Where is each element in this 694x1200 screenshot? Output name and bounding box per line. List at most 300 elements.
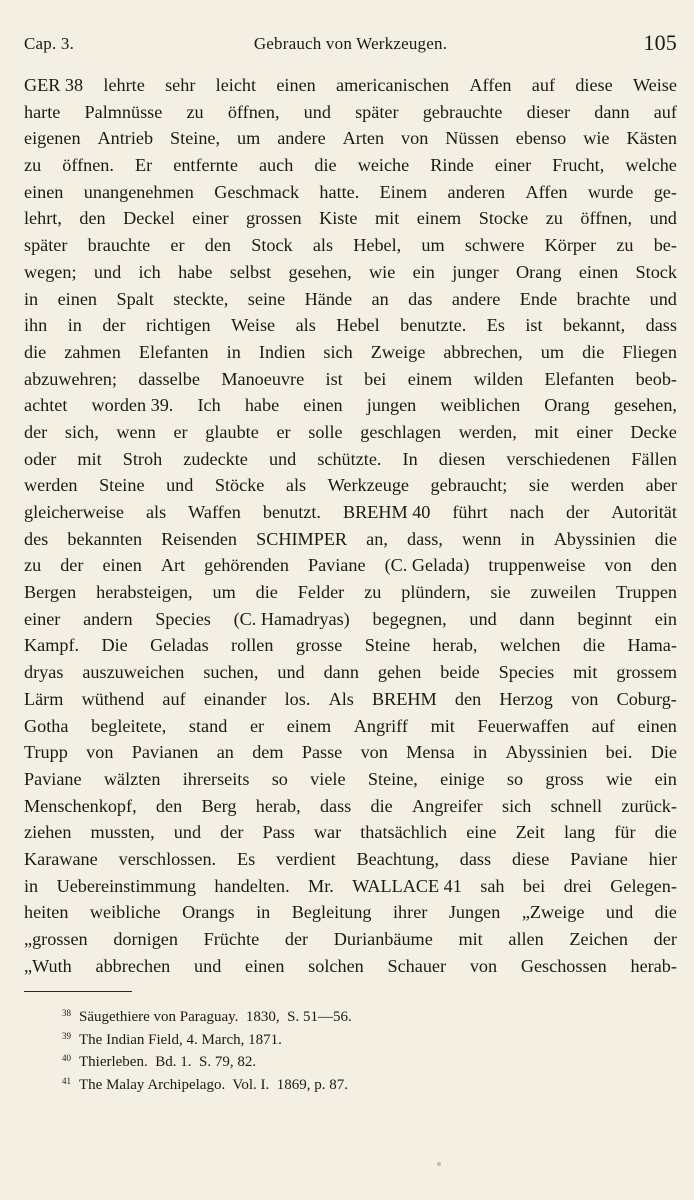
word: Passe bbox=[301, 742, 343, 763]
word: ein bbox=[412, 261, 435, 282]
word: lehrt, bbox=[24, 208, 62, 229]
word: lehrte bbox=[103, 75, 145, 95]
word: um bbox=[212, 582, 236, 603]
word: in bbox=[226, 341, 241, 362]
word: Steine, bbox=[367, 768, 418, 789]
footnote-text: Säugethiere von Paraguay. 1830, S. 51—56. bbox=[79, 1009, 352, 1026]
word: herab, bbox=[432, 635, 478, 656]
word: ge- bbox=[653, 181, 677, 202]
word: anderen bbox=[447, 181, 506, 202]
word: Kampf. bbox=[24, 635, 80, 656]
word: Abyssinien bbox=[505, 742, 588, 763]
word: die bbox=[654, 822, 677, 843]
word: bei bbox=[364, 368, 387, 389]
word: entfernte bbox=[173, 155, 238, 176]
word: (C. Hamadryas) bbox=[233, 608, 350, 629]
word: die bbox=[582, 635, 606, 656]
word: wenn bbox=[116, 421, 156, 442]
word: zuweilen bbox=[530, 582, 597, 603]
word: er bbox=[170, 235, 185, 256]
word: einer bbox=[24, 608, 61, 629]
word: und bbox=[277, 662, 305, 683]
word: die bbox=[654, 902, 677, 923]
word: auf bbox=[531, 75, 556, 95]
word: Kiste bbox=[319, 208, 358, 229]
word: um bbox=[237, 128, 261, 149]
word: gebrauchte bbox=[422, 101, 503, 122]
word: Nüssen bbox=[445, 128, 499, 149]
word: an bbox=[371, 288, 389, 309]
word: Zeichen bbox=[569, 929, 628, 949]
word: war bbox=[313, 822, 342, 843]
word: der bbox=[60, 555, 84, 576]
word: thatsächlich bbox=[360, 822, 448, 843]
word: truppenweise bbox=[488, 555, 586, 576]
word: sehr bbox=[165, 75, 196, 95]
word: sie bbox=[490, 582, 511, 603]
text-line bbox=[24, 552, 677, 579]
word: einer bbox=[576, 421, 613, 442]
word: WALLACE 41 bbox=[352, 875, 462, 896]
word: hier bbox=[648, 848, 677, 869]
word: gehen bbox=[377, 662, 422, 683]
word: zu bbox=[545, 208, 563, 229]
word: aber bbox=[645, 475, 677, 496]
word: grossen bbox=[246, 208, 302, 229]
word: ein bbox=[654, 608, 677, 629]
word: bei. bbox=[605, 742, 633, 763]
word: Beachtung, bbox=[356, 848, 439, 869]
word: Arten bbox=[342, 128, 385, 149]
footnote bbox=[62, 1002, 677, 1025]
word: Als bbox=[328, 688, 354, 709]
word: einem bbox=[416, 208, 462, 229]
word: einander bbox=[203, 688, 267, 709]
word: abbrechen bbox=[95, 955, 171, 976]
word: der bbox=[220, 822, 244, 843]
word: Jungen bbox=[448, 902, 501, 923]
word: er bbox=[173, 421, 188, 442]
running-header bbox=[24, 30, 677, 64]
word: Stroh bbox=[122, 448, 163, 469]
page-number: 105 bbox=[643, 30, 677, 55]
word: den bbox=[204, 235, 232, 256]
word: wie bbox=[583, 128, 610, 149]
word: herabsteigen, bbox=[96, 582, 193, 603]
word: Werkzeuge bbox=[327, 475, 410, 496]
word: Pass bbox=[262, 822, 295, 843]
word: andere bbox=[277, 128, 326, 149]
word: bekannten bbox=[67, 528, 143, 549]
word: als bbox=[295, 315, 316, 336]
word: Deckel bbox=[123, 208, 175, 229]
word: worden 39. bbox=[91, 395, 174, 416]
text-line bbox=[24, 499, 677, 526]
text-line bbox=[24, 446, 677, 473]
text-line bbox=[24, 125, 677, 152]
word: Er bbox=[135, 155, 153, 176]
word: stand bbox=[188, 715, 228, 736]
word: Truppen bbox=[616, 582, 677, 603]
word: Stöcke bbox=[214, 475, 265, 496]
word: grosse bbox=[295, 635, 343, 656]
word: weiblichen bbox=[440, 395, 521, 416]
footnote-text: The Indian Field, 4. March, 1871. bbox=[79, 1031, 282, 1048]
word: zu bbox=[186, 101, 204, 122]
word: diese bbox=[575, 75, 613, 95]
word: öffnen, bbox=[580, 208, 633, 229]
word: zu bbox=[364, 582, 382, 603]
word: werden, bbox=[458, 421, 517, 442]
word: Spalt bbox=[116, 288, 154, 309]
word: dass, bbox=[407, 528, 443, 549]
word: Feuerwaffen bbox=[477, 715, 570, 736]
word: an bbox=[216, 742, 234, 763]
word: welche bbox=[625, 155, 677, 176]
word: solchen bbox=[308, 955, 364, 976]
word: grossem bbox=[616, 662, 677, 683]
word: oder bbox=[24, 448, 57, 469]
word: einige bbox=[440, 768, 485, 789]
text-line bbox=[24, 846, 677, 873]
word: jungen bbox=[366, 395, 417, 416]
footnote-marker: 39 bbox=[62, 1030, 71, 1041]
word: ist bbox=[325, 368, 343, 389]
word: GER 38 bbox=[24, 75, 84, 95]
word: habe bbox=[244, 395, 280, 416]
word: Antrieb bbox=[97, 128, 154, 149]
word: diesen bbox=[438, 448, 486, 469]
word: Mr. bbox=[308, 875, 334, 896]
word: zudeckte bbox=[183, 448, 248, 469]
word: der bbox=[102, 315, 126, 336]
word: dryas bbox=[24, 662, 64, 683]
word: Waffen bbox=[188, 502, 241, 522]
word: Rinde bbox=[430, 155, 474, 176]
word: die bbox=[582, 341, 605, 362]
word: Paviane bbox=[570, 848, 628, 869]
word: auch bbox=[258, 155, 294, 176]
word: Herzog bbox=[499, 688, 553, 709]
word: in bbox=[24, 288, 39, 309]
text-line bbox=[24, 766, 677, 793]
word: solle bbox=[308, 421, 343, 442]
text-line bbox=[24, 739, 677, 766]
word: sah bbox=[480, 875, 505, 896]
word: drei bbox=[563, 875, 592, 896]
word: dann bbox=[519, 608, 555, 629]
word: Weise bbox=[231, 315, 276, 336]
word: ziehen bbox=[24, 822, 72, 843]
word: und bbox=[303, 101, 331, 122]
word: so bbox=[271, 768, 288, 789]
word: und bbox=[194, 955, 222, 976]
word: den bbox=[454, 688, 482, 709]
word: werden bbox=[570, 475, 625, 496]
text-line bbox=[24, 366, 677, 393]
text-line bbox=[24, 953, 677, 980]
word: das bbox=[408, 288, 433, 309]
word: Orang bbox=[516, 261, 562, 282]
word: auf bbox=[591, 715, 615, 736]
word: achtet bbox=[24, 395, 68, 416]
word: wüthend bbox=[81, 688, 145, 709]
word: SCHIMPER bbox=[256, 528, 348, 549]
word: von bbox=[360, 742, 388, 763]
word: dass bbox=[645, 315, 677, 336]
word: von bbox=[571, 688, 599, 709]
word: Reisenden bbox=[161, 528, 237, 549]
word: dem bbox=[252, 742, 284, 763]
word: Menschenkopf, bbox=[24, 795, 137, 816]
word: harte bbox=[24, 101, 61, 122]
text-line bbox=[24, 926, 677, 953]
word: so bbox=[506, 768, 524, 789]
word: Coburg- bbox=[616, 688, 677, 709]
word: einen bbox=[303, 395, 343, 416]
word: und bbox=[649, 208, 677, 229]
word: in bbox=[472, 742, 488, 763]
word: Decke bbox=[630, 421, 677, 442]
word: ist bbox=[525, 315, 543, 336]
word: und bbox=[649, 288, 677, 309]
word: heiten bbox=[24, 902, 69, 923]
word: begegnen, bbox=[372, 608, 447, 629]
word: ebenso bbox=[515, 128, 567, 149]
word: später bbox=[24, 235, 68, 256]
word: Affen bbox=[469, 75, 512, 95]
word: er bbox=[249, 715, 265, 736]
word: hatte. bbox=[319, 181, 360, 202]
word: Durianbäume bbox=[333, 929, 433, 949]
word: Manoeuvre bbox=[221, 368, 305, 389]
word: einem bbox=[286, 715, 332, 736]
word: dornigen bbox=[113, 929, 178, 949]
word: öffnen, bbox=[227, 101, 280, 122]
footnote bbox=[62, 1047, 677, 1070]
text-line bbox=[24, 339, 677, 366]
word: in bbox=[520, 528, 535, 549]
word: verdient bbox=[276, 848, 336, 869]
word: Fällen bbox=[631, 448, 677, 469]
text-line bbox=[24, 686, 677, 713]
word: wilden bbox=[473, 368, 524, 389]
page-speck bbox=[437, 1162, 441, 1166]
word: zu bbox=[24, 155, 42, 176]
word: herab, bbox=[255, 795, 301, 816]
word: steckte, bbox=[173, 288, 229, 309]
word: Stock bbox=[251, 235, 293, 256]
word: unangenehmen bbox=[83, 181, 194, 202]
word: schwere bbox=[464, 235, 525, 256]
word: sich bbox=[323, 341, 353, 362]
word: Körper bbox=[544, 235, 597, 256]
word: dann bbox=[594, 101, 630, 122]
text-line bbox=[24, 259, 677, 286]
footnote-marker: 40 bbox=[62, 1053, 71, 1064]
word: Paviane bbox=[307, 555, 366, 576]
word: americanischen bbox=[336, 75, 450, 95]
word: weiche bbox=[357, 155, 410, 176]
word: Hebel bbox=[336, 315, 380, 336]
text-line bbox=[24, 899, 677, 926]
footnote-rule bbox=[24, 991, 132, 992]
word: den bbox=[79, 208, 106, 229]
word: auszuweichen bbox=[82, 662, 185, 683]
footnotes bbox=[24, 1002, 677, 1092]
word: andere bbox=[451, 288, 501, 309]
text-line bbox=[24, 205, 677, 232]
word: als bbox=[312, 235, 334, 256]
word: Steine bbox=[364, 635, 411, 656]
word: Steine, bbox=[170, 128, 221, 149]
word: Palmnüsse bbox=[84, 101, 163, 122]
word: als bbox=[285, 475, 307, 496]
word: von bbox=[604, 555, 632, 576]
word: in bbox=[256, 902, 271, 923]
word: Trupp bbox=[24, 742, 68, 763]
word: gesehen, bbox=[613, 395, 677, 416]
word: Geladas bbox=[150, 635, 209, 656]
text-line bbox=[24, 659, 677, 686]
word: be- bbox=[653, 235, 677, 256]
word: weibliche bbox=[89, 902, 161, 923]
word: einen bbox=[57, 288, 97, 309]
word: Kästen bbox=[626, 128, 677, 149]
word: beginnt bbox=[577, 608, 633, 629]
word: ich bbox=[138, 261, 161, 282]
word: Bergen bbox=[24, 582, 77, 603]
word: mit bbox=[77, 448, 102, 469]
word: ihrer bbox=[393, 902, 428, 923]
word: Weise bbox=[632, 75, 677, 95]
word: der bbox=[284, 929, 309, 949]
word: richtigen bbox=[146, 315, 211, 336]
word: Species bbox=[498, 662, 555, 683]
word: von bbox=[86, 742, 114, 763]
word: sie bbox=[528, 475, 550, 496]
word: mit bbox=[430, 715, 455, 736]
word: Pavianen bbox=[131, 742, 199, 763]
word: der bbox=[566, 502, 590, 522]
word: in bbox=[24, 875, 39, 896]
word: wurde bbox=[587, 181, 634, 202]
word: Stocke bbox=[478, 208, 529, 229]
word: dann bbox=[323, 662, 359, 683]
footnote-marker: 41 bbox=[62, 1075, 71, 1086]
word: die bbox=[654, 528, 677, 549]
text-line bbox=[24, 579, 677, 606]
word: wie bbox=[369, 261, 396, 282]
word: junger bbox=[452, 261, 499, 282]
word: Es bbox=[486, 315, 505, 336]
word: einer bbox=[494, 155, 532, 176]
word: zu bbox=[24, 555, 42, 576]
word: und bbox=[469, 608, 497, 629]
word: zu bbox=[616, 235, 634, 256]
word: Schauer bbox=[387, 955, 447, 976]
text-line bbox=[24, 793, 677, 820]
word: sich, bbox=[64, 421, 99, 442]
text-line bbox=[24, 819, 677, 846]
word: von bbox=[401, 128, 429, 149]
word: ein bbox=[654, 768, 677, 789]
word: Früchte bbox=[203, 929, 260, 949]
word: wenn bbox=[461, 528, 502, 549]
word: Zweige bbox=[370, 341, 426, 362]
text-line bbox=[24, 72, 677, 99]
word: den bbox=[650, 555, 677, 576]
word: mit bbox=[375, 208, 400, 229]
word: schnell bbox=[550, 795, 603, 816]
word: Lärm bbox=[24, 688, 64, 709]
word: ihn bbox=[24, 315, 48, 336]
book-page bbox=[24, 30, 677, 1093]
word: Elefanten bbox=[544, 368, 615, 389]
word: Steine bbox=[99, 475, 145, 496]
word: dieser bbox=[526, 101, 571, 122]
word: Felder bbox=[297, 582, 345, 603]
word: brauchte bbox=[87, 235, 151, 256]
word: sich bbox=[502, 795, 532, 816]
word: seine bbox=[247, 288, 286, 309]
word: Begleitung bbox=[291, 902, 372, 923]
word: Uebereinstimmung bbox=[56, 875, 196, 896]
word: um bbox=[540, 341, 564, 362]
word: des bbox=[24, 528, 49, 549]
word: Berg bbox=[201, 795, 237, 816]
word: die bbox=[24, 341, 47, 362]
text-line bbox=[24, 179, 677, 206]
word: einen bbox=[578, 261, 619, 282]
word: schützte. bbox=[317, 448, 382, 469]
word: Die bbox=[101, 635, 128, 656]
word: Einem bbox=[379, 181, 428, 202]
text-line bbox=[24, 392, 677, 419]
word: Hama- bbox=[627, 635, 677, 656]
word: allen bbox=[508, 929, 544, 949]
word: verschiedenen bbox=[506, 448, 611, 469]
word: Frucht, bbox=[552, 155, 605, 176]
word: ihrerseits bbox=[182, 768, 250, 789]
word: abbrechen, bbox=[443, 341, 523, 362]
word: wegen; bbox=[24, 261, 77, 282]
word: plündern, bbox=[401, 582, 471, 603]
footnote-text: Thierleben. Bd. 1. S. 79, 82. bbox=[79, 1054, 257, 1071]
word: (C. Gelada) bbox=[384, 555, 470, 576]
footnote bbox=[62, 1025, 677, 1048]
word: und bbox=[268, 448, 297, 469]
word: selbst bbox=[229, 261, 272, 282]
word: und bbox=[166, 475, 194, 496]
word: gehörenden bbox=[204, 555, 289, 576]
word: Fliegen bbox=[622, 341, 677, 362]
word: benutzte. bbox=[400, 315, 467, 336]
word: und bbox=[173, 822, 202, 843]
word: Species bbox=[155, 608, 211, 629]
word: BREHM bbox=[372, 688, 437, 709]
word: bei bbox=[522, 875, 546, 896]
word: führt bbox=[452, 502, 488, 522]
text-line bbox=[24, 99, 677, 126]
word: er bbox=[276, 421, 291, 442]
word: Autorität bbox=[611, 502, 677, 522]
word: einen bbox=[102, 555, 142, 576]
word: einen bbox=[245, 955, 285, 976]
word: brachte bbox=[576, 288, 631, 309]
text-line bbox=[24, 419, 677, 446]
word: gebraucht; bbox=[430, 475, 508, 496]
